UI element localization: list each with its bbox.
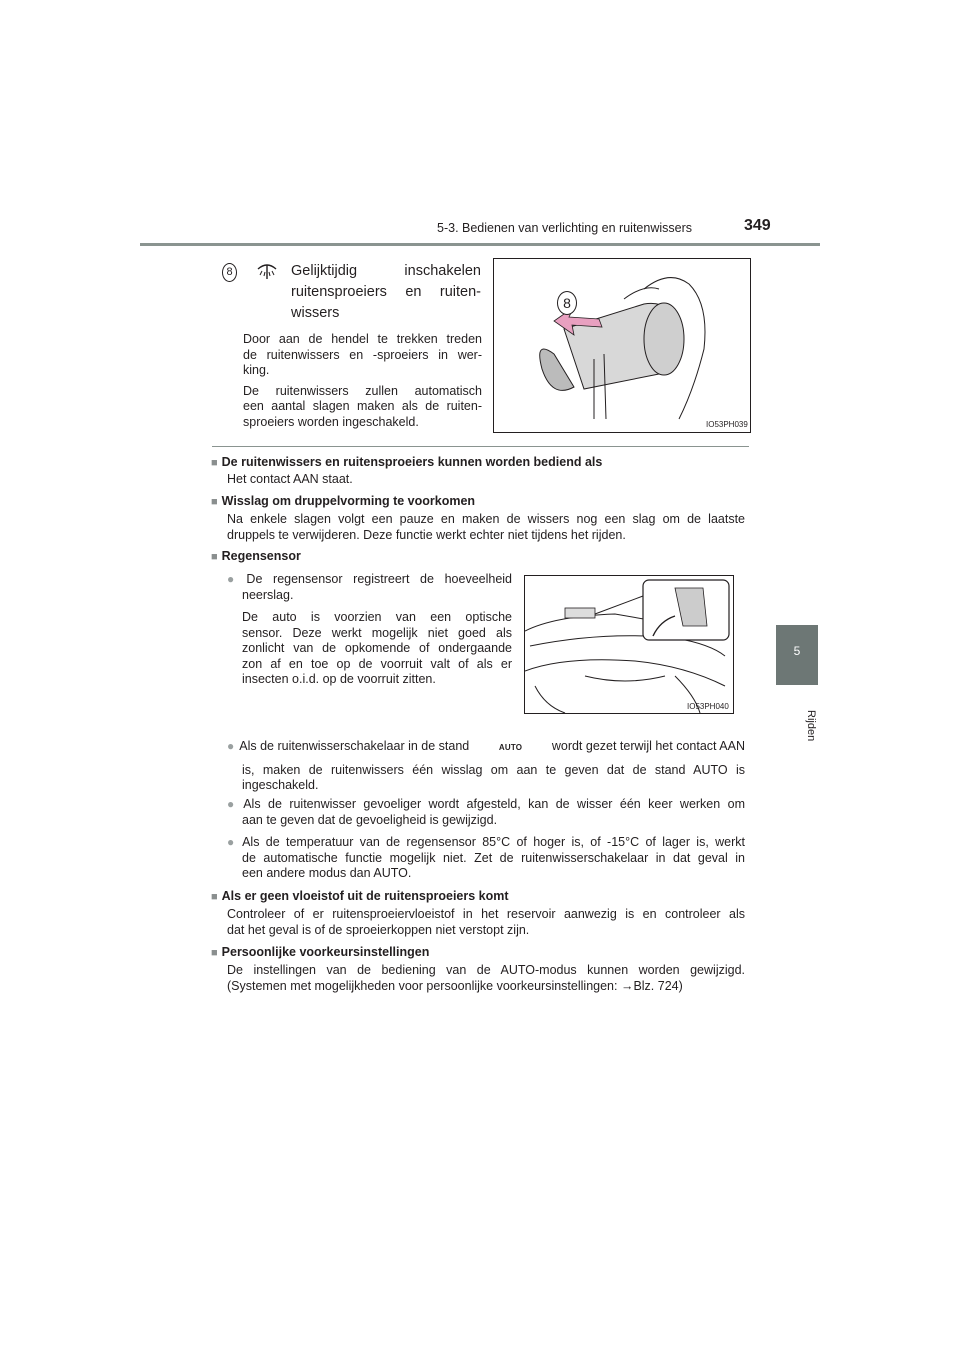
figure-code-2: IO53PH040	[687, 702, 729, 711]
item-8-description: Door aan de hendel te trekken treden de ruitenwissers en -sproeiers in wer- king. De ruitenwissers zullen automatisch een aantal slagen maken als de ruiten- sproeiers worden ingeschakeld.	[243, 332, 482, 429]
item-8-marker: 8	[222, 262, 237, 282]
section-rule	[212, 446, 749, 447]
rain-sensor-figure	[524, 575, 734, 714]
body-operable-when: Het contact AAN staat.	[227, 472, 353, 486]
rain-sensor-note: De auto is voorzien van een optische sensor. Deze werkt mogelijk niet goed als zonlicht van de opkomende of ondergaande zon af en toe op de voorruit valt of als er insecten o.i.d. op de voorruit zitten.	[242, 610, 512, 686]
body-personal-settings: De instellingen van de bediening van de AUTO-modus kunnen worden gewijzigd. (Systemen met mogelijkheden voor persoonlijke voorkeursinstellingen: →Blz. 724)	[227, 963, 745, 993]
section-title: 5-3. Bedienen van verlichting en ruitenwissers	[437, 221, 692, 235]
auto-symbol: AUTO	[498, 743, 523, 752]
item-8-title: Gelijktijdig inschakelen ruitensproeiers en ruiten- wissers	[291, 263, 481, 321]
chapter-number: 5	[793, 644, 801, 658]
washer-wiper-icon	[256, 259, 278, 288]
chapter-tab[interactable]	[776, 625, 818, 685]
heading-operable-when: ■ De ruitenwissers en ruitensproeiers kunnen worden bediend als	[211, 455, 603, 469]
heading-rain-sensor: ■ Regensensor	[211, 549, 301, 563]
bullet-sensitivity: ● Als de ruitenwisser gevoeliger wordt afgesteld, kan de wisser één keer werken om aan te geven dat de gevoeligheid is gewijzigd.	[227, 797, 746, 827]
page-number: 349	[744, 217, 771, 234]
heading-no-fluid: ■ Als er geen vloeistof uit de ruitensproeiers komt	[211, 889, 509, 903]
body-no-fluid: Controleer of er ruitensproeiervloeistof in het reservoir aanwezig is en controleer als dat het geval is of de sproeierkoppen niet verstopt zijn.	[227, 907, 745, 937]
chapter-label: Rijden	[805, 710, 817, 742]
bullet-temperature: ● Als de temperatuur van de regensensor 85°C of hoger is, of -15°C of lager is, werkt de automatische functie mogelijk niet. Zet de ruitenwisserschakelaar in dat geval in een andere modus dan AUTO.	[227, 835, 745, 880]
figure-8-marker: 8	[557, 291, 577, 315]
bullet-auto-position: ● Als de ruitenwisserschakelaar in de stand AUTO wordt gezet terwijl het contact AAN is, maken de ruitenwissers één wisslag om aan te geven dat de stand AUTO is ingeschakeld.	[227, 739, 745, 792]
heading-drip-prevention: ■ Wisslag om druppelvorming te voorkomen	[211, 494, 476, 508]
wiper-lever-figure	[493, 258, 751, 433]
body-drip-prevention: Na enkele slagen volgt een pauze en maken de wissers nog een slag om de laatste druppels te verwijderen. Deze functie werkt echter niet tijdens het rijden.	[227, 512, 745, 542]
bullet-rain-sensor: ● De regensensor registreert de hoeveelheid neerslag.	[227, 572, 513, 602]
header-rule	[140, 243, 820, 246]
figure-code: IO53PH039	[706, 420, 748, 429]
heading-personal-settings: ■ Persoonlijke voorkeursinstellingen	[211, 945, 430, 959]
